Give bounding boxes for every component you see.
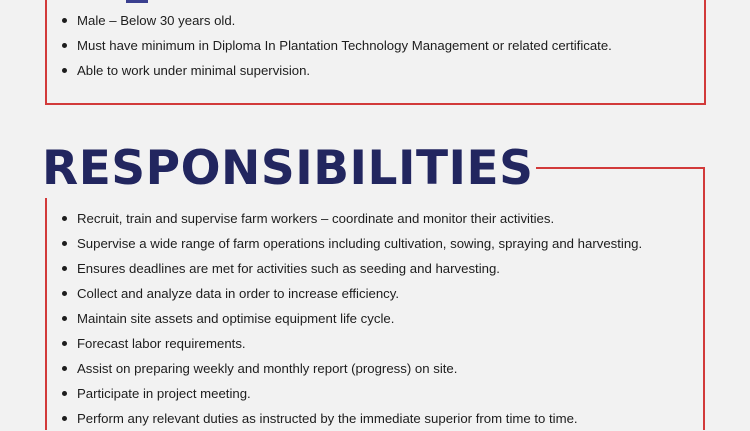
list-item	[60, 8, 720, 33]
responsibilities-list	[60, 206, 730, 431]
requirements-frame-left	[45, 0, 47, 105]
list-item-text: Supervise a wide range of farm operations including cultivation, sowing, spraying and harvesting.	[77, 236, 643, 251]
requirements-list	[60, 8, 720, 83]
list-item-text: Recruit, train and supervise farm workers – coordinate and monitor their activities.	[77, 211, 555, 226]
list-item	[60, 58, 720, 83]
section-title-fragment	[126, 0, 148, 3]
bullet-icon	[62, 43, 67, 48]
section-title: RESPONSIBILITIES	[42, 141, 534, 196]
bullet-icon	[62, 316, 67, 321]
list-item-text: Assist on preparing weekly and monthly report (progress) on site.	[77, 361, 458, 376]
bullet-icon	[62, 416, 67, 421]
bullet-icon	[62, 366, 67, 371]
bullet-icon	[62, 291, 67, 296]
list-item	[60, 206, 730, 231]
list-item	[60, 331, 730, 356]
bullet-icon	[62, 68, 67, 73]
bullet-icon	[62, 266, 67, 271]
list-item	[60, 406, 730, 431]
list-item	[60, 256, 730, 281]
list-item-text: Collect and analyze data in order to increase efficiency.	[77, 286, 400, 301]
bullet-icon	[62, 241, 67, 246]
bullet-icon	[62, 216, 67, 221]
bullet-icon	[62, 391, 67, 396]
responsibilities-frame-top	[536, 167, 705, 169]
list-item-text: Able to work under minimal supervision.	[77, 63, 311, 78]
list-item	[60, 381, 730, 406]
bullet-icon	[62, 341, 67, 346]
bullet-icon	[62, 18, 67, 23]
list-item-text: Maintain site assets and optimise equipment life cycle.	[77, 311, 395, 326]
responsibilities-frame-left	[45, 198, 47, 430]
list-item	[60, 356, 730, 381]
list-item-text: Ensures deadlines are met for activities such as seeding and harvesting.	[77, 261, 500, 276]
requirements-frame-bottom	[45, 103, 706, 105]
list-item	[60, 33, 720, 58]
list-item	[60, 231, 730, 256]
list-item	[60, 281, 730, 306]
list-item	[60, 306, 730, 331]
list-item-text: Must have minimum in Diploma In Plantation Technology Management or related certificate.	[77, 38, 612, 53]
list-item-text: Perform any relevant duties as instructed by the immediate superior from time to time.	[77, 411, 578, 426]
list-item-text: Participate in project meeting.	[77, 386, 251, 401]
list-item-text: Male – Below 30 years old.	[77, 13, 236, 28]
list-item-text: Forecast labor requirements.	[77, 336, 246, 351]
